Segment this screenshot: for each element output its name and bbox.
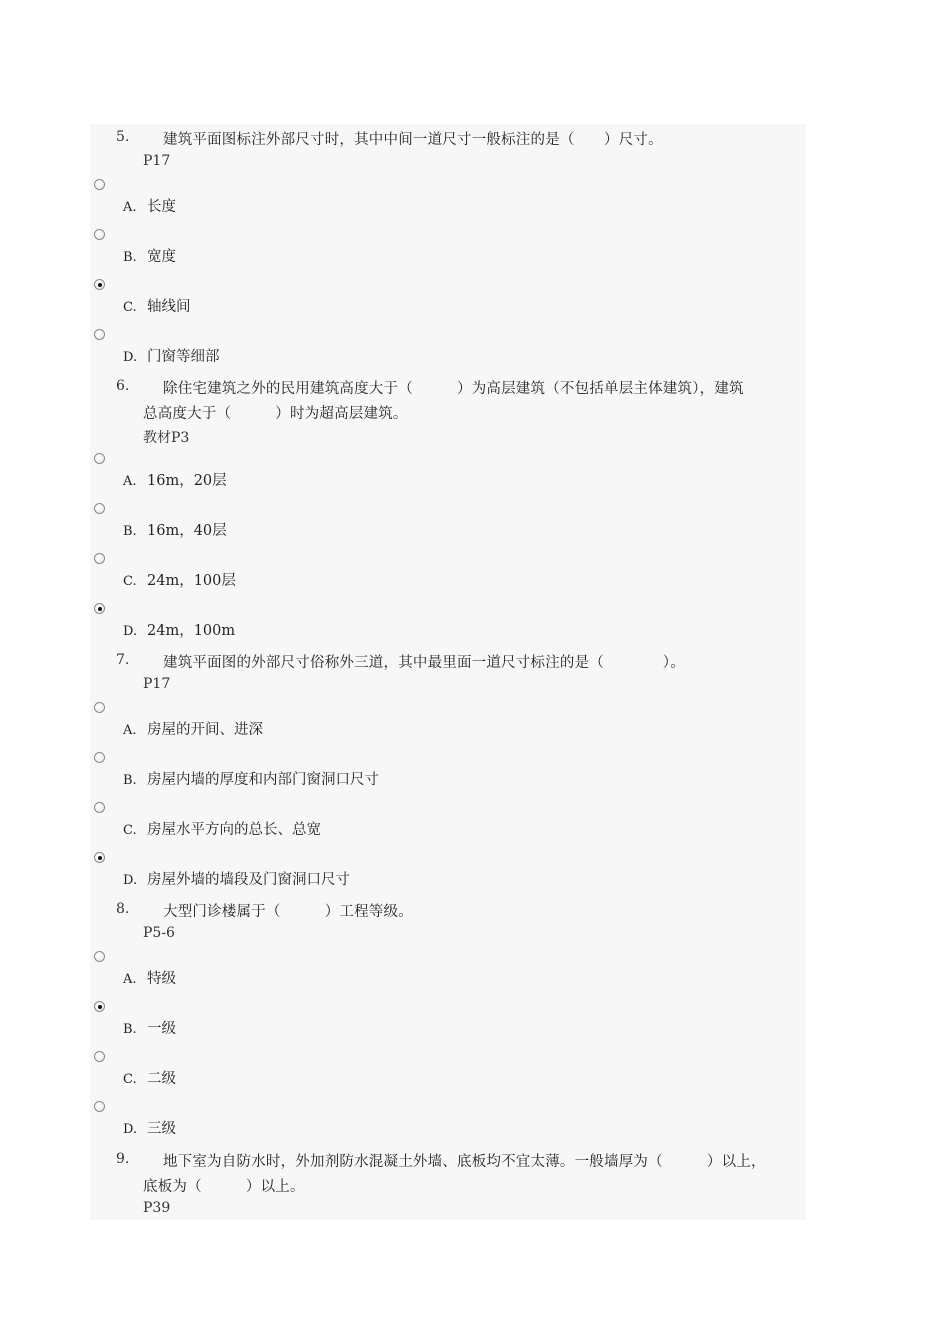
option-letter: A. (123, 474, 137, 489)
option-label[interactable] (123, 345, 220, 366)
option-letter: D. (123, 350, 138, 365)
option-label[interactable] (123, 245, 176, 266)
option-letter: C. (123, 574, 137, 589)
option-letter: D. (123, 873, 138, 888)
option-letter: C. (123, 823, 137, 838)
option-text: 房屋水平方向的总长、总宽 (147, 822, 321, 838)
option-label[interactable] (123, 295, 191, 316)
radio-button[interactable] (94, 329, 105, 340)
option-letter: D. (123, 624, 138, 639)
option-letter: C. (123, 1072, 137, 1087)
radio-button[interactable] (94, 702, 105, 713)
option-text: 24m，100m (147, 623, 236, 639)
option-text: 特级 (147, 971, 176, 987)
radio-button-selected[interactable] (94, 1001, 105, 1012)
option-text: 房屋的开间、进深 (147, 722, 263, 738)
option-text: 门窗等细部 (147, 349, 220, 365)
radio-button[interactable] (94, 179, 105, 190)
question-page-ref: 教材P3 (143, 430, 190, 446)
option-label[interactable] (123, 469, 227, 490)
option-text: 房屋内墙的厚度和内部门窗洞口尺寸 (147, 772, 379, 788)
radio-button-selected[interactable] (94, 852, 105, 863)
option-text: 三级 (147, 1121, 176, 1137)
option-text: 宽度 (147, 249, 176, 265)
option-label[interactable] (123, 868, 350, 889)
option-letter: B. (123, 524, 137, 539)
radio-button[interactable] (94, 752, 105, 763)
option-label[interactable] (123, 619, 235, 640)
option-letter: B. (123, 773, 137, 788)
option-label[interactable] (123, 1067, 176, 1088)
radio-button[interactable] (94, 1101, 105, 1112)
option-letter: C. (123, 300, 137, 315)
option-text: 二级 (147, 1071, 176, 1087)
question-number: 8. (116, 901, 130, 917)
question-page-ref: P5-6 (143, 925, 175, 941)
option-letter: B. (123, 1022, 137, 1037)
option-letter: B. (123, 250, 137, 265)
option-label[interactable] (123, 519, 227, 540)
question-page-ref: P17 (143, 153, 171, 169)
radio-button[interactable] (94, 802, 105, 813)
option-letter: A. (123, 200, 137, 215)
option-label[interactable] (123, 195, 176, 216)
option-label[interactable] (123, 1117, 176, 1138)
question-text-line: 建筑平面图的外部尺寸俗称外三道，其中最里面一道尺寸标注的是（ ）。 (163, 655, 685, 671)
question-text-line: 除住宅建筑之外的民用建筑高度大于（ ）为高层建筑（不包括单层主体建筑），建筑 (163, 381, 744, 397)
question-text-line: 总高度大于（ ）时为超高层建筑。 (143, 406, 408, 422)
question-page-ref: P39 (143, 1200, 171, 1216)
option-text: 16m，40层 (147, 523, 227, 539)
question-text-line: 底板为（ ）以上。 (143, 1179, 305, 1195)
question-number: 7. (116, 652, 130, 668)
question-number: 5. (116, 129, 130, 145)
radio-button[interactable] (94, 1051, 105, 1062)
option-letter: A. (123, 972, 137, 987)
option-label[interactable] (123, 768, 379, 789)
option-text: 房屋外墙的墙段及门窗洞口尺寸 (147, 872, 350, 888)
option-label[interactable] (123, 967, 176, 988)
radio-button[interactable] (94, 229, 105, 240)
radio-button[interactable] (94, 503, 105, 514)
question-text-line: 大型门诊楼属于（ ）工程等级。 (163, 904, 413, 920)
radio-button[interactable] (94, 453, 105, 464)
radio-button[interactable] (94, 553, 105, 564)
option-label[interactable] (123, 718, 263, 739)
option-text: 一级 (147, 1021, 176, 1037)
option-label[interactable] (123, 1017, 176, 1038)
question-text-line: 地下室为自防水时，外加剂防水混凝土外墙、底板均不宜太薄。一般墙厚为（ ）以上， (163, 1154, 766, 1170)
option-text: 24m，100层 (147, 573, 236, 589)
option-text: 长度 (147, 199, 176, 215)
radio-button-selected[interactable] (94, 279, 105, 290)
question-number: 9. (116, 1151, 130, 1167)
radio-button[interactable] (94, 951, 105, 962)
question-text-line: 建筑平面图标注外部尺寸时，其中中间一道尺寸一般标注的是（ ）尺寸。 (163, 132, 663, 148)
question-page-ref: P17 (143, 676, 171, 692)
option-text: 16m，20层 (147, 473, 227, 489)
option-text: 轴线间 (147, 299, 191, 315)
option-letter: D. (123, 1122, 138, 1137)
question-number: 6. (116, 378, 130, 394)
option-letter: A. (123, 723, 137, 738)
quiz-panel (90, 124, 806, 1220)
radio-button-selected[interactable] (94, 603, 105, 614)
option-label[interactable] (123, 818, 321, 839)
option-label[interactable] (123, 569, 236, 590)
